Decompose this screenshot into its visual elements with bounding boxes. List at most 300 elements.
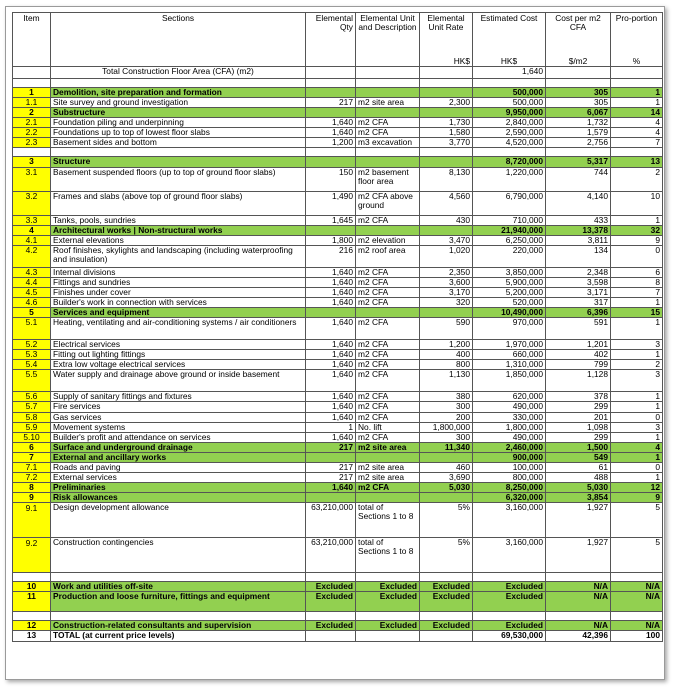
description-cell: Services and equipment — [51, 308, 306, 318]
cost-per-m2-cell: 201 — [546, 412, 611, 422]
qty-cell: 217 — [306, 473, 356, 483]
qty-cell: 217 — [306, 98, 356, 108]
qty-cell: 1,640 — [306, 318, 356, 340]
description-cell: External and ancillary works — [51, 452, 306, 462]
cost-cell: 1,220,000 — [473, 167, 546, 191]
proportion-cell: 12 — [611, 483, 663, 493]
rate-cell: 3,770 — [420, 138, 473, 148]
unit-cell: m2 site area — [356, 462, 420, 472]
description-cell: Site survey and ground investigation — [51, 98, 306, 108]
unit-cell: m3 excavation — [356, 138, 420, 148]
rate-cell — [420, 88, 473, 98]
cost-cell: 100,000 — [473, 462, 546, 472]
unit-cell — [356, 631, 420, 641]
unit-cell: m2 CFA — [356, 432, 420, 442]
cost-cell: 4,520,000 — [473, 138, 546, 148]
unit-cell: total of Sections 1 to 8 — [356, 538, 420, 573]
unit-cell: m2 CFA — [356, 402, 420, 412]
unit-cell: No. lift — [356, 422, 420, 432]
table-row — [13, 298, 663, 308]
header-sections: Sections — [51, 13, 306, 67]
cost-cell: 1,800,000 — [473, 422, 546, 432]
proportion-cell: N/A — [611, 621, 663, 631]
item-cell: 1 — [13, 88, 51, 98]
description-cell: Construction contingencies — [51, 538, 306, 573]
cost-per-m2-cell: 3,854 — [546, 493, 611, 503]
qty-cell: 217 — [306, 462, 356, 472]
proportion-cell: 1 — [611, 298, 663, 308]
proportion-cell: 3 — [611, 370, 663, 392]
item-cell: 5.8 — [13, 412, 51, 422]
proportion-cell: 1 — [611, 350, 663, 360]
header-cost-label: Estimated Cost — [480, 13, 538, 23]
unit-cell: m2 CFA — [356, 128, 420, 138]
item-cell: 5.6 — [13, 392, 51, 402]
table-row — [13, 235, 663, 245]
qty-cell — [306, 157, 356, 167]
header-row — [13, 13, 663, 67]
qty-cell: 1,640 — [306, 483, 356, 493]
proportion-cell: 5 — [611, 503, 663, 538]
item-cell: 2.2 — [13, 128, 51, 138]
unit-cell: m2 CFA — [356, 287, 420, 297]
description-cell: Work and utilities off-site — [51, 582, 306, 592]
item-cell: 13 — [13, 631, 51, 641]
qty-cell: 1,640 — [306, 287, 356, 297]
proportion-cell: 1 — [611, 473, 663, 483]
proportion-cell: 4 — [611, 442, 663, 452]
description-cell: Finishes under cover — [51, 287, 306, 297]
unit-cell: m2 CFA — [356, 483, 420, 493]
header-cpm-unit: $/m2 — [568, 55, 588, 66]
item-cell: 5.5 — [13, 370, 51, 392]
item-cell: 1.1 — [13, 98, 51, 108]
rate-cell: 5,030 — [420, 483, 473, 493]
rate-cell: 5% — [420, 538, 473, 573]
qty-cell: 1,200 — [306, 138, 356, 148]
header-rate-label: Elemental Unit Rate — [427, 13, 465, 33]
unit-cell: m2 CFA — [356, 267, 420, 277]
cost-cell: 2,840,000 — [473, 118, 546, 128]
rate-cell: 800 — [420, 360, 473, 370]
qty-cell: 1,640 — [306, 267, 356, 277]
proportion-cell: 7 — [611, 287, 663, 297]
unit-cell — [356, 88, 420, 98]
proportion-cell: 13 — [611, 157, 663, 167]
item-cell: 2.1 — [13, 118, 51, 128]
table-row — [13, 277, 663, 287]
cost-per-m2-cell: 488 — [546, 473, 611, 483]
cost-cell: 800,000 — [473, 473, 546, 483]
cost-per-m2-cell: 1,098 — [546, 422, 611, 432]
header-prop-label: Pro-portion — [615, 13, 658, 23]
rate-cell: 400 — [420, 350, 473, 360]
description-cell: Movement systems — [51, 422, 306, 432]
proportion-cell: 1 — [611, 432, 663, 442]
cost-per-m2-cell: 42,396 — [546, 631, 611, 641]
proportion-cell: 100 — [611, 631, 663, 641]
unit-cell: m2 CFA — [356, 360, 420, 370]
rate-cell: 1,800,000 — [420, 422, 473, 432]
section-row — [13, 621, 663, 631]
proportion-cell: N/A — [611, 592, 663, 612]
qty-cell: 1,640 — [306, 350, 356, 360]
unit-cell — [356, 452, 420, 462]
item-cell: 5.3 — [13, 350, 51, 360]
qty-cell: 1,640 — [306, 277, 356, 287]
cfa-value: 1,640 — [473, 67, 546, 79]
item-cell: 12 — [13, 621, 51, 631]
item-cell: 4.1 — [13, 235, 51, 245]
description-cell: Builder's profit and attendance on services — [51, 432, 306, 442]
proportion-cell: N/A — [611, 582, 663, 592]
item-cell: 4 — [13, 225, 51, 235]
rate-cell: 11,340 — [420, 442, 473, 452]
qty-cell: 63,210,000 — [306, 503, 356, 538]
qty-cell — [306, 225, 356, 235]
description-cell: Heating, ventilating and air-conditioning systems / air conditioners — [51, 318, 306, 340]
cost-per-m2-cell: 1,201 — [546, 340, 611, 350]
item-cell: 3 — [13, 157, 51, 167]
proportion-cell: 0 — [611, 412, 663, 422]
cost-per-m2-cell: 1,128 — [546, 370, 611, 392]
table-row — [13, 392, 663, 402]
proportion-cell: 6 — [611, 267, 663, 277]
qty-cell: 1,640 — [306, 402, 356, 412]
cost-per-m2-cell: 317 — [546, 298, 611, 308]
section-row — [13, 592, 663, 612]
cost-cell: 5,200,000 — [473, 287, 546, 297]
table-row — [13, 412, 663, 422]
rate-cell: 1,580 — [420, 128, 473, 138]
proportion-cell: 4 — [611, 118, 663, 128]
cfa-rate — [420, 67, 473, 79]
unit-cell: total of Sections 1 to 8 — [356, 503, 420, 538]
cost-cell: 490,000 — [473, 432, 546, 442]
rate-cell: 1,200 — [420, 340, 473, 350]
cost-cell: 710,000 — [473, 215, 546, 225]
total-row — [13, 631, 663, 641]
description-cell: Tanks, pools, sundries — [51, 215, 306, 225]
cost-per-m2-cell: 799 — [546, 360, 611, 370]
cost-per-m2-cell: 5,317 — [546, 157, 611, 167]
cost-cell: Excluded — [473, 582, 546, 592]
cost-cell: 220,000 — [473, 245, 546, 267]
cost-estimate-table — [12, 12, 663, 642]
proportion-cell: 2 — [611, 360, 663, 370]
table-row — [13, 128, 663, 138]
qty-cell: 217 — [306, 442, 356, 452]
qty-cell: 1,640 — [306, 360, 356, 370]
cost-cell: 2,590,000 — [473, 128, 546, 138]
item-cell: 4.6 — [13, 298, 51, 308]
description-cell: Basement sides and bottom — [51, 138, 306, 148]
cost-per-m2-cell: 433 — [546, 215, 611, 225]
unit-cell — [356, 225, 420, 235]
section-row — [13, 108, 663, 118]
cost-per-m2-cell: 591 — [546, 318, 611, 340]
cfa-item — [13, 67, 51, 79]
item-cell: 4.3 — [13, 267, 51, 277]
description-cell: Extra low voltage electrical services — [51, 360, 306, 370]
cost-per-m2-cell: 402 — [546, 350, 611, 360]
cost-cell: 900,000 — [473, 452, 546, 462]
cost-cell: 660,000 — [473, 350, 546, 360]
cost-per-m2-cell: 299 — [546, 402, 611, 412]
rate-cell: 300 — [420, 402, 473, 412]
qty-cell: 1,640 — [306, 128, 356, 138]
item-cell: 5.2 — [13, 340, 51, 350]
qty-cell — [306, 308, 356, 318]
item-cell: 11 — [13, 592, 51, 612]
table-row — [13, 245, 663, 267]
proportion-cell: 1 — [611, 402, 663, 412]
description-cell: Roads and paving — [51, 462, 306, 472]
unit-cell: m2 CFA — [356, 298, 420, 308]
cost-cell: Excluded — [473, 621, 546, 631]
cost-per-m2-cell: 299 — [546, 432, 611, 442]
proportion-cell: 1 — [611, 392, 663, 402]
item-cell: 3.2 — [13, 191, 51, 215]
table-row — [13, 340, 663, 350]
unit-cell: Excluded — [356, 621, 420, 631]
cost-cell: 970,000 — [473, 318, 546, 340]
description-cell: Electrical services — [51, 340, 306, 350]
cfa-qty — [306, 67, 356, 79]
table-row — [13, 360, 663, 370]
unit-cell: m2 site area — [356, 473, 420, 483]
cost-per-m2-cell: 1,732 — [546, 118, 611, 128]
unit-cell: m2 roof area — [356, 245, 420, 267]
item-cell: 4.2 — [13, 245, 51, 267]
description-cell: Risk allowances — [51, 493, 306, 503]
cost-cell: 6,250,000 — [473, 235, 546, 245]
unit-cell: m2 CFA — [356, 350, 420, 360]
unit-cell: m2 CFA — [356, 370, 420, 392]
qty-cell: 1,640 — [306, 432, 356, 442]
cost-per-m2-cell: 1,927 — [546, 538, 611, 573]
proportion-cell: 0 — [611, 462, 663, 472]
unit-cell: m2 site area — [356, 98, 420, 108]
table-row — [13, 215, 663, 225]
unit-cell: m2 CFA — [356, 340, 420, 350]
qty-cell: Excluded — [306, 582, 356, 592]
item-cell: 8 — [13, 483, 51, 493]
description-cell: Roof finishes, skylights and landscaping (including waterproofing and insulation) — [51, 245, 306, 267]
rate-cell — [420, 493, 473, 503]
proportion-cell: 1 — [611, 452, 663, 462]
cost-cell: Excluded — [473, 592, 546, 612]
qty-cell: 1,640 — [306, 298, 356, 308]
cost-cell: 6,320,000 — [473, 493, 546, 503]
proportion-cell: 1 — [611, 88, 663, 98]
proportion-cell: 5 — [611, 538, 663, 573]
qty-cell: 1,640 — [306, 118, 356, 128]
proportion-cell: 7 — [611, 138, 663, 148]
table-row — [13, 350, 663, 360]
unit-cell — [356, 493, 420, 503]
qty-cell: 1,640 — [306, 370, 356, 392]
item-cell: 4.4 — [13, 277, 51, 287]
unit-cell: Excluded — [356, 582, 420, 592]
cost-cell: 9,950,000 — [473, 108, 546, 118]
table-row — [13, 462, 663, 472]
rate-cell: 1,020 — [420, 245, 473, 267]
description-cell: Construction-related consultants and supervision — [51, 621, 306, 631]
qty-cell: 1 — [306, 422, 356, 432]
section-row — [13, 88, 663, 98]
cost-cell: 1,310,000 — [473, 360, 546, 370]
description-cell: Basement suspended floors (up to top of ground floor slabs) — [51, 167, 306, 191]
cost-cell: 620,000 — [473, 392, 546, 402]
section-row — [13, 157, 663, 167]
rate-cell: 460 — [420, 462, 473, 472]
qty-cell — [306, 108, 356, 118]
header-cost-unit: HK$ — [500, 55, 518, 66]
rate-cell: 5% — [420, 503, 473, 538]
cost-per-m2-cell: 134 — [546, 245, 611, 267]
rate-cell: 1,730 — [420, 118, 473, 128]
cost-cell: 3,160,000 — [473, 503, 546, 538]
cfa-cpm — [546, 67, 611, 79]
cost-cell: 520,000 — [473, 298, 546, 308]
cfa-prop — [611, 67, 663, 79]
qty-cell: 216 — [306, 245, 356, 267]
qty-cell — [306, 631, 356, 641]
proportion-cell: 15 — [611, 308, 663, 318]
unit-cell: m2 CFA — [356, 392, 420, 402]
item-cell: 6 — [13, 442, 51, 452]
header-rate — [420, 13, 473, 67]
rate-cell: 320 — [420, 298, 473, 308]
qty-cell: 150 — [306, 167, 356, 191]
item-cell: 5.9 — [13, 422, 51, 432]
description-cell: Design development allowance — [51, 503, 306, 538]
unit-cell: m2 elevation — [356, 235, 420, 245]
rate-cell: 3,690 — [420, 473, 473, 483]
table-row — [13, 191, 663, 215]
description-cell: Substructure — [51, 108, 306, 118]
table-row — [13, 98, 663, 108]
description-cell: Foundations up to top of lowest floor slabs — [51, 128, 306, 138]
header-cost — [473, 13, 546, 67]
item-cell: 2.3 — [13, 138, 51, 148]
section-row — [13, 493, 663, 503]
cost-per-m2-cell: 1,927 — [546, 503, 611, 538]
proportion-cell: 32 — [611, 225, 663, 235]
cost-per-m2-cell: 6,396 — [546, 308, 611, 318]
blank-row — [13, 79, 663, 88]
description-cell: Foundation piling and underpinning — [51, 118, 306, 128]
unit-cell: m2 site area — [356, 442, 420, 452]
item-cell: 9.1 — [13, 503, 51, 538]
qty-cell — [306, 493, 356, 503]
qty-cell: 1,645 — [306, 215, 356, 225]
header-cost-per-m2 — [546, 13, 611, 67]
cost-per-m2-cell: 2,348 — [546, 267, 611, 277]
qty-cell: 1,490 — [306, 191, 356, 215]
rate-cell: 3,600 — [420, 277, 473, 287]
unit-cell — [356, 157, 420, 167]
table-row — [13, 287, 663, 297]
cost-per-m2-cell: 3,171 — [546, 287, 611, 297]
header-unit: Elemental Unit and Description — [356, 13, 420, 67]
blank-row — [13, 148, 663, 157]
proportion-cell: 8 — [611, 277, 663, 287]
description-cell: Fittings and sundries — [51, 277, 306, 287]
table-row — [13, 402, 663, 412]
rate-cell — [420, 452, 473, 462]
cost-per-m2-cell: 305 — [546, 88, 611, 98]
cost-per-m2-cell: 3,598 — [546, 277, 611, 287]
cost-cell: 8,250,000 — [473, 483, 546, 493]
rate-cell — [420, 157, 473, 167]
unit-cell: m2 CFA above ground — [356, 191, 420, 215]
description-cell: Production and loose furniture, fittings and equipment — [51, 592, 306, 612]
cost-cell: 500,000 — [473, 98, 546, 108]
description-cell: External elevations — [51, 235, 306, 245]
cost-per-m2-cell: 744 — [546, 167, 611, 191]
cost-per-m2-cell: 2,756 — [546, 138, 611, 148]
description-cell: Structure — [51, 157, 306, 167]
item-cell: 10 — [13, 582, 51, 592]
item-cell: 5.7 — [13, 402, 51, 412]
section-row — [13, 452, 663, 462]
cost-cell: 8,720,000 — [473, 157, 546, 167]
unit-cell: m2 CFA — [356, 277, 420, 287]
cfa-row — [13, 67, 663, 79]
proportion-cell: 1 — [611, 215, 663, 225]
header-rate-unit: HK$ — [453, 55, 470, 66]
unit-cell: m2 CFA — [356, 318, 420, 340]
rate-cell — [420, 631, 473, 641]
cost-per-m2-cell: 13,378 — [546, 225, 611, 235]
cost-cell: 69,530,000 — [473, 631, 546, 641]
rate-cell: 8,130 — [420, 167, 473, 191]
rate-cell: 430 — [420, 215, 473, 225]
rate-cell: 2,300 — [420, 98, 473, 108]
qty-cell: 63,210,000 — [306, 538, 356, 573]
rate-cell: 3,470 — [420, 235, 473, 245]
unit-cell: m2 CFA — [356, 412, 420, 422]
proportion-cell: 10 — [611, 191, 663, 215]
qty-cell — [306, 88, 356, 98]
cost-cell: 2,460,000 — [473, 442, 546, 452]
cost-per-m2-cell: 61 — [546, 462, 611, 472]
rate-cell: 300 — [420, 432, 473, 442]
proportion-cell: 9 — [611, 235, 663, 245]
item-cell: 2 — [13, 108, 51, 118]
item-cell: 7 — [13, 452, 51, 462]
description-cell: Builder's work in connection with services — [51, 298, 306, 308]
cost-cell: 330,000 — [473, 412, 546, 422]
table-row — [13, 318, 663, 340]
cost-cell: 500,000 — [473, 88, 546, 98]
cost-cell: 5,900,000 — [473, 277, 546, 287]
qty-cell: 1,640 — [306, 412, 356, 422]
rate-cell: 4,560 — [420, 191, 473, 215]
proportion-cell: 14 — [611, 108, 663, 118]
rate-cell: Excluded — [420, 592, 473, 612]
table-row — [13, 167, 663, 191]
table-row — [13, 473, 663, 483]
proportion-cell: 4 — [611, 128, 663, 138]
rate-cell: Excluded — [420, 621, 473, 631]
cost-per-m2-cell: N/A — [546, 621, 611, 631]
proportion-cell: 0 — [611, 245, 663, 267]
rate-cell — [420, 308, 473, 318]
cost-per-m2-cell: 3,811 — [546, 235, 611, 245]
